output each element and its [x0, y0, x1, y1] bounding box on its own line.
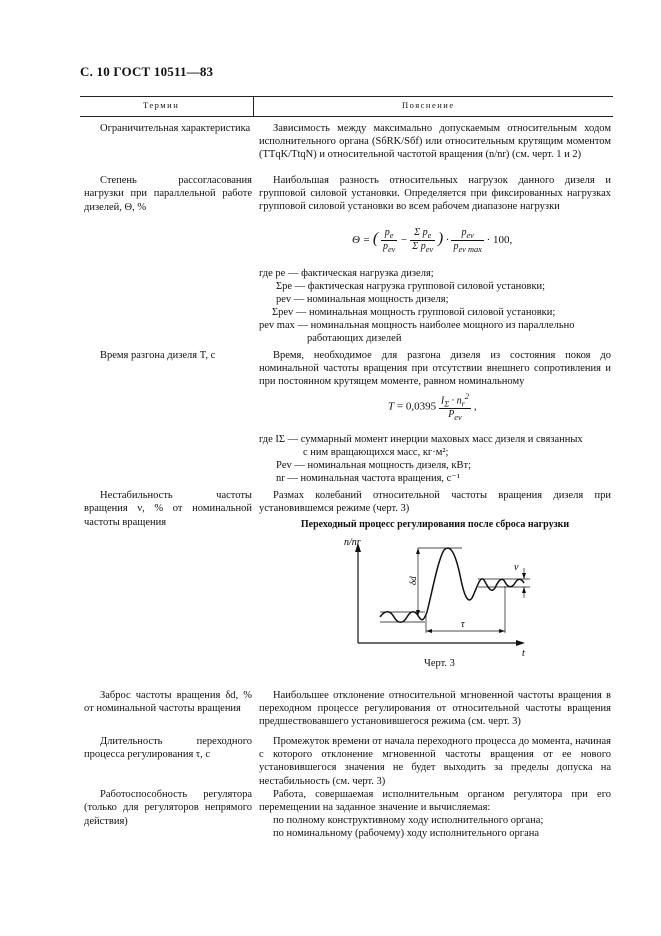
- term-transient-duration: Длительность переходного процесса регулирования τ, с: [84, 736, 252, 761]
- delta-label: δd: [408, 576, 418, 585]
- where-line: Σpe — фактическая нагрузка групповой силовой установки;: [276, 281, 546, 292]
- where-line: Pev — номинальная мощность дизеля, кВт;: [276, 460, 472, 471]
- formula-theta: Θ = ( $\frac{p_e}{p_{ev}}$ − $\frac{\Sigma p_e}{\Sigma p_{ev}}$ ) · $\frac{p_{ev}}{p_{ev max}}$ · 100,: [352, 227, 513, 254]
- nu-label: ν: [514, 562, 519, 573]
- term-load-mismatch: Степень рассогласования нагрузки при параллельной работе дизелей, Θ, %: [84, 175, 252, 213]
- y-axis-label: n/nr: [344, 537, 361, 548]
- where-line: с ним вращающихся масс, кг·м²;: [303, 447, 449, 458]
- page-header: С. 10 ГОСТ 10511—83: [80, 64, 214, 79]
- formula-acceleration-time: T = 0,0395 $\frac{I_\Sigma \cdot n_r^2}{P_{ev}}$ ,: [388, 392, 477, 423]
- term-governor-capacity: Работоспособность регулятора (только для регуляторов непрямого действия): [84, 789, 252, 827]
- where-line: где IΣ — суммарный момент инерции маховых масс дизеля и связанных: [259, 434, 583, 445]
- x-axis-label: t: [522, 648, 525, 659]
- explanation-limiting-characteristic: Зависимость между максимально допускаемым относительным ходом исполнительного органа (SбRK/Sбf) или относительным крутящим моментом (TTqK/TtqN) и относительной частотой вращения (n/nr) (см. черт. 1 и 2): [259, 123, 611, 161]
- term-speed-instability: Нестабильность частоты вращения ν, % от номинальной частоты вращения: [84, 490, 252, 528]
- column-header-term: Термин: [143, 100, 180, 110]
- explanation-load-mismatch: Наибольшая разность относительных нагрузок данного дизеля и групповой силовой установки. Определяется при фиксированных нагрузках групповой силовой установки во всем рабочем диапазоне нагрузки: [259, 175, 611, 213]
- explanation-acceleration-time: Время, необходимое для разгона дизеля из состояния покоя до номинальной частоты вращения при отсутствии внешнего сопротивления и при постоянном крутящем моменте, равном номинальному: [259, 350, 611, 388]
- list-item: по номинальному (рабочему) ходу исполнительного органа: [273, 828, 540, 839]
- figure-title: Переходный процесс регулирования после сброса нагрузки: [300, 519, 570, 530]
- term-limiting-characteristic: Ограничительная характеристика: [100, 123, 251, 134]
- term-speed-overshoot: Заброс частоты вращения δd, % от номинальной частоты вращения: [84, 690, 252, 715]
- where-line: работающих дизелей: [307, 333, 402, 344]
- column-header-explanation: Пояснение: [402, 100, 455, 110]
- list-item: по полному конструктивному ходу исполнительного органа;: [273, 815, 544, 826]
- explanation-speed-overshoot: Наибольшее отклонение относительной мгновенной частоты вращения в переходном процессе регулирования от относительной частоты вращения предшествовавшего установившегося режима (см. черт. 3): [259, 690, 611, 728]
- tau-label: τ: [461, 619, 465, 630]
- explanation-speed-instability: Размах колебаний относительной частоты вращения дизеля при установившемся режиме (черт. 3): [259, 490, 611, 515]
- term-acceleration-time: Время разгона дизеля T, с: [100, 350, 216, 361]
- where-line: где pe — фактическая нагрузка дизеля;: [259, 268, 434, 279]
- where-line: pev max — номинальная мощность наиболее мощного из параллельно: [259, 320, 575, 331]
- where-line: nr — номинальная частота вращения, с⁻¹: [276, 473, 461, 484]
- explanation-transient-duration: Промежуток времени от начала переходного процесса до момента, начиная с которого отклонение мгновенной частоты вращения от ее нового установившегося значения не будет выходить за пределы допуска на нестабильность (см. черт. 3): [259, 736, 611, 787]
- where-line: Σpev — номинальная мощность групповой силовой установки;: [272, 307, 556, 318]
- figure-caption: Черт. 3: [424, 658, 455, 669]
- explanation-governor-capacity: Работа, совершаемая исполнительным органом регулятора при его перемещении на заданное значение и вычисляемая:: [259, 789, 611, 814]
- where-line: pev — номинальная мощность дизеля;: [276, 294, 449, 305]
